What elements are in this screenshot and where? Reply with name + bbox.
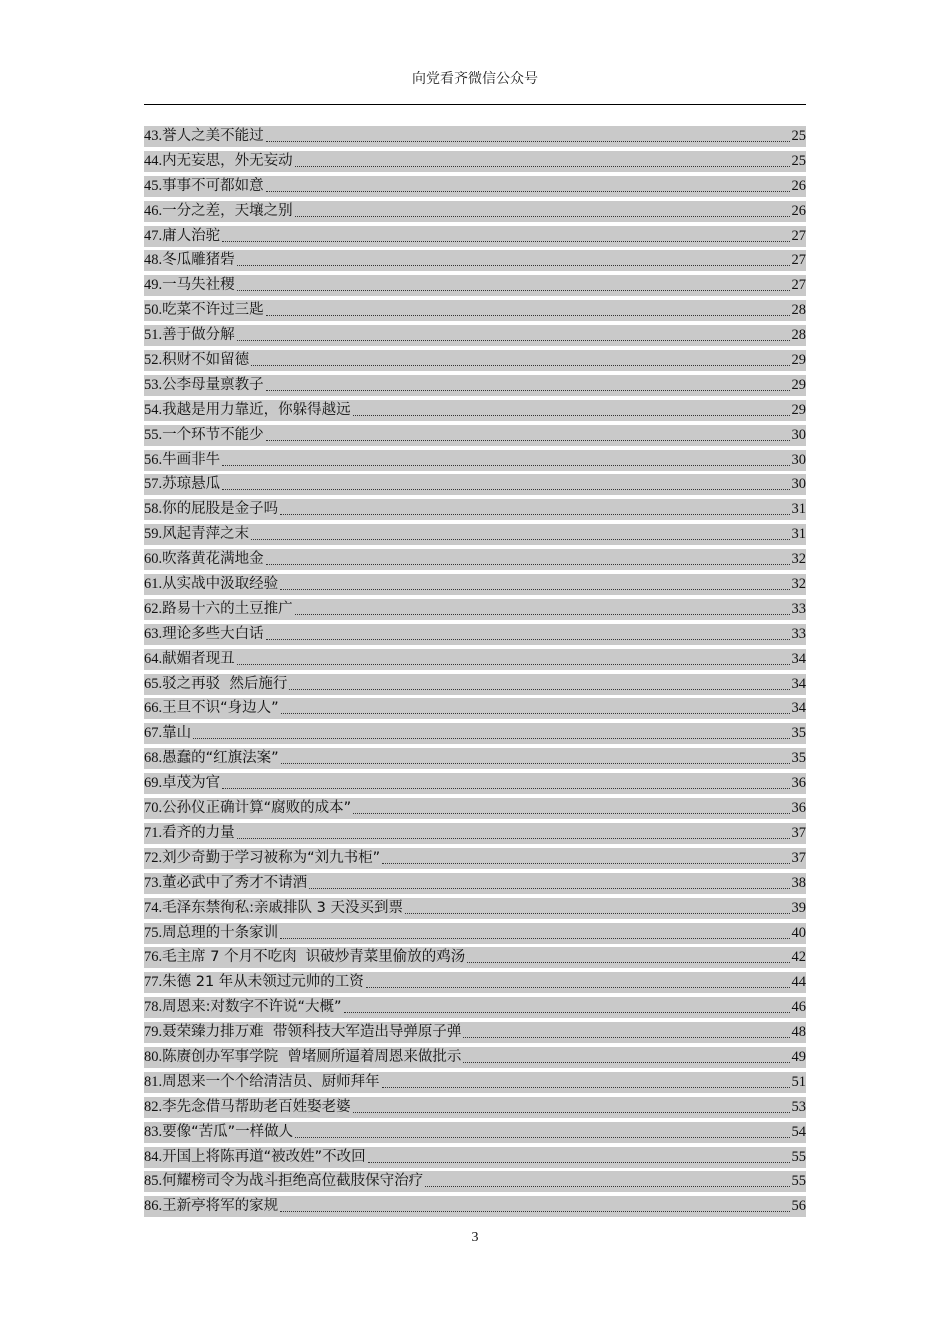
toc-entry-number: 71.: [144, 824, 163, 841]
toc-entry[interactable]: [144, 400, 806, 421]
toc-entry-number: 50.: [144, 302, 163, 319]
toc-entry-page: 28: [791, 327, 806, 344]
toc-entry-page: 27: [791, 277, 806, 294]
toc-entry-page: 27: [791, 252, 806, 269]
toc-dot-leader: [266, 390, 790, 391]
toc-entry-page: 36: [791, 775, 806, 792]
toc-entry[interactable]: [144, 1147, 806, 1168]
toc-entry-number: 81.: [144, 1073, 163, 1090]
toc-entry-title: 王旦不识“身边人”: [162, 700, 279, 717]
toc-entry-title: 周恩来一个个给清洁员、厨师拜年: [162, 1073, 380, 1090]
toc-dot-leader: [366, 987, 790, 988]
toc-dot-leader: [237, 664, 790, 665]
toc-dot-leader: [266, 191, 790, 192]
toc-entry-page: 37: [791, 824, 806, 841]
toc-entry-page: 56: [791, 1198, 806, 1215]
toc-entry-title: 靠山: [162, 725, 192, 742]
toc-dot-leader: [251, 365, 789, 366]
toc-entry-title: 开国上将陈再道“被改姓”不改回: [162, 1148, 366, 1165]
toc-entry-number: 63.: [144, 625, 163, 642]
toc-dot-leader: [280, 589, 789, 590]
toc-entry-page: 29: [791, 401, 806, 418]
toc-entry[interactable]: [144, 450, 806, 471]
toc-entry-number: 51.: [144, 327, 163, 344]
toc-entry-page: 27: [791, 227, 806, 244]
toc-entry-page: 40: [791, 924, 806, 941]
toc-entry[interactable]: [144, 972, 806, 993]
toc-entry-title: 牛画非牛: [162, 451, 221, 468]
toc-entry[interactable]: [144, 923, 806, 944]
toc-entry-page: 53: [791, 1098, 806, 1115]
toc-dot-leader: [193, 738, 789, 739]
toc-entry-number: 45.: [144, 177, 163, 194]
toc-dot-leader: [237, 290, 790, 291]
toc-entry[interactable]: [144, 898, 806, 919]
toc-entry-number: 61.: [144, 576, 163, 593]
toc-entry-number: 72.: [144, 849, 163, 866]
toc-entry-number: 55.: [144, 426, 163, 443]
toc-entry-number: 70.: [144, 800, 163, 817]
toc-entry-number: 59.: [144, 526, 163, 543]
toc-entry[interactable]: [144, 773, 806, 794]
toc-dot-leader: [237, 265, 790, 266]
toc-dot-leader: [309, 888, 789, 889]
toc-entry[interactable]: [144, 1122, 806, 1143]
toc-dot-leader: [289, 689, 789, 690]
toc-entry-title: 内无妄思，外无妄动: [162, 152, 293, 169]
toc-dot-leader: [280, 938, 789, 939]
toc-entry-title: 公李母量禀教子: [162, 376, 264, 393]
toc-entry-title: 公孙仪正确计算“腐败的成本”: [162, 800, 352, 817]
toc-entry-page: 30: [791, 476, 806, 493]
toc-entry-number: 77.: [144, 974, 163, 991]
toc-dot-leader: [281, 713, 790, 714]
toc-entry[interactable]: [144, 1022, 806, 1043]
toc-entry-page: 49: [791, 1048, 806, 1065]
page-number: 3: [471, 1230, 479, 1245]
toc-entry-title: 吹落黄花满地金: [162, 551, 264, 568]
toc-entry-title: 刘少奇勤于学习被称为“刘九书柜”: [162, 849, 381, 866]
toc-entry[interactable]: [144, 674, 806, 695]
toc-entry-number: 68.: [144, 750, 163, 767]
toc-entry-page: 34: [791, 700, 806, 717]
toc-dot-leader: [222, 489, 789, 490]
toc-entry-number: 67.: [144, 725, 163, 742]
toc-entry-title: 一个环节不能少: [162, 426, 264, 443]
toc-entry-number: 57.: [144, 476, 163, 493]
toc-entry[interactable]: [144, 574, 806, 595]
toc-entry-number: 73.: [144, 874, 163, 891]
toc-entry-title: 愚蠢的“红旗法案”: [162, 750, 279, 767]
toc-entry-number: 58.: [144, 501, 163, 518]
toc-entry[interactable]: [144, 499, 806, 520]
toc-entry[interactable]: [144, 1072, 806, 1093]
toc-entry-number: 74.: [144, 899, 163, 916]
toc-entry-title: 周恩来:对数字不许说“大概”: [162, 999, 342, 1016]
toc-entry-number: 75.: [144, 924, 163, 941]
toc-dot-leader: [295, 1137, 789, 1138]
toc-entry-number: 79.: [144, 1024, 163, 1041]
toc-entry-page: 46: [791, 999, 806, 1016]
toc-entry-number: 66.: [144, 700, 163, 717]
toc-dot-leader: [425, 1186, 789, 1187]
toc-entry[interactable]: [144, 997, 806, 1018]
toc-dot-leader: [266, 315, 790, 316]
toc-entry[interactable]: [144, 325, 806, 346]
toc-entry[interactable]: [144, 300, 806, 321]
toc-entry-title: 事事不可都如意: [162, 177, 264, 194]
toc-entry-page: 29: [791, 376, 806, 393]
toc-entry-page: 44: [791, 974, 806, 991]
toc-entry-number: 52.: [144, 352, 163, 369]
toc-entry[interactable]: [144, 823, 806, 844]
toc-entry-number: 60.: [144, 551, 163, 568]
toc-entry-page: 54: [791, 1123, 806, 1140]
toc-entry[interactable]: [144, 1097, 806, 1118]
toc-dot-leader: [251, 539, 789, 540]
toc-entry-title: 朱德 21 年从未领过元帅的工资: [162, 974, 364, 991]
toc-entry[interactable]: [144, 649, 806, 670]
toc-entry[interactable]: [144, 748, 806, 769]
toc-entry[interactable]: [144, 176, 806, 197]
toc-entry[interactable]: [144, 798, 806, 819]
toc-entry[interactable]: [144, 1171, 806, 1192]
toc-dot-leader: [295, 614, 790, 615]
toc-entry[interactable]: [144, 698, 806, 719]
toc-dot-leader: [382, 1087, 790, 1088]
toc-entry-title: 要像“苦瓜”一样做人: [162, 1123, 294, 1140]
toc-entry-number: 64.: [144, 650, 163, 667]
page-header-title: 向党看齐微信公众号: [412, 71, 538, 87]
toc-entry-page: 30: [791, 426, 806, 443]
toc-entry-number: 43.: [144, 128, 163, 144]
toc-entry-title: 苏琼悬瓜: [162, 476, 221, 493]
toc-dot-leader: [222, 788, 789, 789]
toc-entry[interactable]: [144, 599, 806, 620]
toc-entry[interactable]: [144, 624, 806, 645]
toc-entry-title: 毛泽东禁徇私:亲戚排队 3 天没买到票: [162, 899, 403, 916]
toc-entry[interactable]: [144, 723, 806, 744]
toc-entry-number: 62.: [144, 600, 163, 617]
toc-entry-number: 56.: [144, 451, 163, 468]
toc-entry-page: 30: [791, 451, 806, 468]
toc-entry-page: 48: [791, 1024, 806, 1041]
toc-entry-number: 54.: [144, 401, 163, 418]
toc-entry-number: 49.: [144, 277, 163, 294]
toc-entry-number: 46.: [144, 202, 163, 219]
toc-entry-number: 76.: [144, 949, 163, 966]
toc-entry-number: 83.: [144, 1123, 163, 1140]
toc-entry-page: 25: [791, 152, 806, 169]
toc-entry-number: 69.: [144, 775, 163, 792]
toc-dot-leader: [353, 813, 789, 814]
toc-entry-number: 53.: [144, 376, 163, 393]
header-divider: [144, 104, 806, 105]
toc-entry-page: 42: [791, 949, 806, 966]
toc-entry-title: 董必武中了秀才不请酒: [162, 874, 308, 891]
toc-entry-title: 善于做分解: [162, 327, 235, 344]
toc-entry-page: 33: [791, 625, 806, 642]
toc-entry-page: 31: [791, 526, 806, 543]
toc-dot-leader: [266, 639, 790, 640]
toc-entry-title: 陈赓创办军事学院 曾堵厕所逼着周恩来做批示: [162, 1048, 462, 1065]
toc-entry-title: 誉人之美不能过: [162, 128, 264, 144]
toc-entry-title: 献媚者现丑: [162, 650, 235, 667]
toc-entry-title: 吃菜不许过三匙: [162, 302, 264, 319]
toc-entry-title: 一马失社稷: [162, 277, 235, 294]
toc-entry[interactable]: [144, 1196, 806, 1217]
toc-dot-leader: [353, 1112, 790, 1113]
toc-entry[interactable]: [144, 151, 806, 172]
toc-entry[interactable]: [144, 275, 806, 296]
toc-entry-title: 驳之再驳 然后施行: [162, 675, 288, 692]
toc-entry-page: 26: [791, 202, 806, 219]
toc-entry-page: 33: [791, 600, 806, 617]
toc-entry-number: 85.: [144, 1173, 163, 1190]
toc-entry[interactable]: [144, 250, 806, 271]
toc-entry[interactable]: [144, 474, 806, 495]
toc-dot-leader: [222, 465, 789, 466]
toc-dot-leader: [405, 913, 790, 914]
toc-dot-leader: [467, 962, 789, 963]
toc-entry-page: 55: [791, 1148, 806, 1165]
toc-entry-title: 李先念借马帮助老百姓娶老婆: [162, 1098, 351, 1115]
toc-entry-title: 积财不如留德: [162, 352, 250, 369]
toc-dot-leader: [463, 1062, 789, 1063]
toc-entry-number: 44.: [144, 152, 163, 169]
toc-entry-title: 毛主席 7 个月不吃肉 识破炒青菜里偷放的鸡汤: [162, 949, 466, 966]
toc-entry[interactable]: [144, 848, 806, 869]
toc-entry-page: 35: [791, 725, 806, 742]
toc-entry-page: 32: [791, 551, 806, 568]
toc-entry[interactable]: [144, 1047, 806, 1068]
toc-entry-number: 48.: [144, 252, 163, 269]
toc-entry-page: 29: [791, 352, 806, 369]
toc-entry-page: 32: [791, 576, 806, 593]
toc-dot-leader: [463, 1037, 789, 1038]
toc-entry-title: 路易十六的土豆推广: [162, 600, 293, 617]
toc-entry[interactable]: [144, 549, 806, 570]
toc-dot-leader: [382, 863, 789, 864]
toc-entry[interactable]: [144, 873, 806, 894]
toc-dot-leader: [280, 1211, 789, 1212]
toc-entry-title: 卓茂为官: [162, 775, 221, 792]
table-of-contents: [144, 126, 806, 1221]
toc-entry-page: 39: [791, 899, 806, 916]
toc-dot-leader: [353, 415, 790, 416]
toc-entry-page: 31: [791, 501, 806, 518]
toc-entry-number: 84.: [144, 1148, 163, 1165]
toc-entry-page: 38: [791, 874, 806, 891]
toc-entry-number: 86.: [144, 1198, 163, 1215]
toc-entry-page: 34: [791, 650, 806, 667]
toc-dot-leader: [281, 763, 790, 764]
toc-entry-number: 80.: [144, 1048, 163, 1065]
toc-entry-page: 36: [791, 800, 806, 817]
toc-entry[interactable]: [144, 126, 806, 147]
toc-entry[interactable]: [144, 350, 806, 371]
toc-entry-title: 何耀榜司令为战斗拒绝高位截肢保守治疗: [162, 1173, 424, 1190]
toc-dot-leader: [266, 564, 790, 565]
toc-dot-leader: [222, 241, 789, 242]
toc-entry-page: 37: [791, 849, 806, 866]
toc-dot-leader: [266, 440, 790, 441]
toc-entry-page: 28: [791, 302, 806, 319]
toc-entry-page: 25: [791, 128, 806, 144]
toc-entry[interactable]: [144, 947, 806, 968]
toc-entry-title: 周总理的十条家训: [162, 924, 279, 941]
toc-entry-title: 王新亭将军的家规: [162, 1198, 279, 1215]
toc-entry-page: 26: [791, 177, 806, 194]
toc-entry-page: 34: [791, 675, 806, 692]
toc-entry[interactable]: [144, 201, 806, 222]
toc-dot-leader: [237, 838, 790, 839]
toc-entry-number: 47.: [144, 227, 163, 244]
toc-entry-title: 庸人治驼: [162, 227, 221, 244]
toc-entry-number: 78.: [144, 999, 163, 1016]
toc-entry[interactable]: [144, 375, 806, 396]
toc-dot-leader: [266, 141, 790, 142]
toc-entry-title: 一分之差，天壤之别: [162, 202, 293, 219]
toc-entry-title: 冬瓜雕猪砦: [162, 252, 235, 269]
toc-entry[interactable]: [144, 226, 806, 247]
toc-dot-leader: [280, 514, 789, 515]
toc-dot-leader: [295, 216, 790, 217]
toc-entry-title: 风起青萍之末: [162, 526, 250, 543]
toc-dot-leader: [344, 1012, 790, 1013]
toc-entry-number: 65.: [144, 675, 163, 692]
toc-entry-page: 55: [791, 1173, 806, 1190]
toc-entry[interactable]: [144, 524, 806, 545]
toc-entry-title: 看齐的力量: [162, 824, 235, 841]
toc-entry-title: 聂荣臻力排万难 带领科技大军造出导弹原子弹: [162, 1024, 462, 1041]
toc-entry-page: 51: [791, 1073, 806, 1090]
toc-entry-title: 理论多些大白话: [162, 625, 264, 642]
toc-dot-leader: [237, 340, 790, 341]
toc-dot-leader: [295, 166, 790, 167]
toc-entry-page: 35: [791, 750, 806, 767]
toc-entry-title: 你的屁股是金子吗: [162, 501, 279, 518]
toc-dot-leader: [368, 1162, 790, 1163]
toc-entry-number: 82.: [144, 1098, 163, 1115]
toc-entry-title: 我越是用力靠近，你躲得越远: [162, 401, 351, 418]
toc-entry-title: 从实战中汲取经验: [162, 576, 279, 593]
toc-entry[interactable]: [144, 425, 806, 446]
